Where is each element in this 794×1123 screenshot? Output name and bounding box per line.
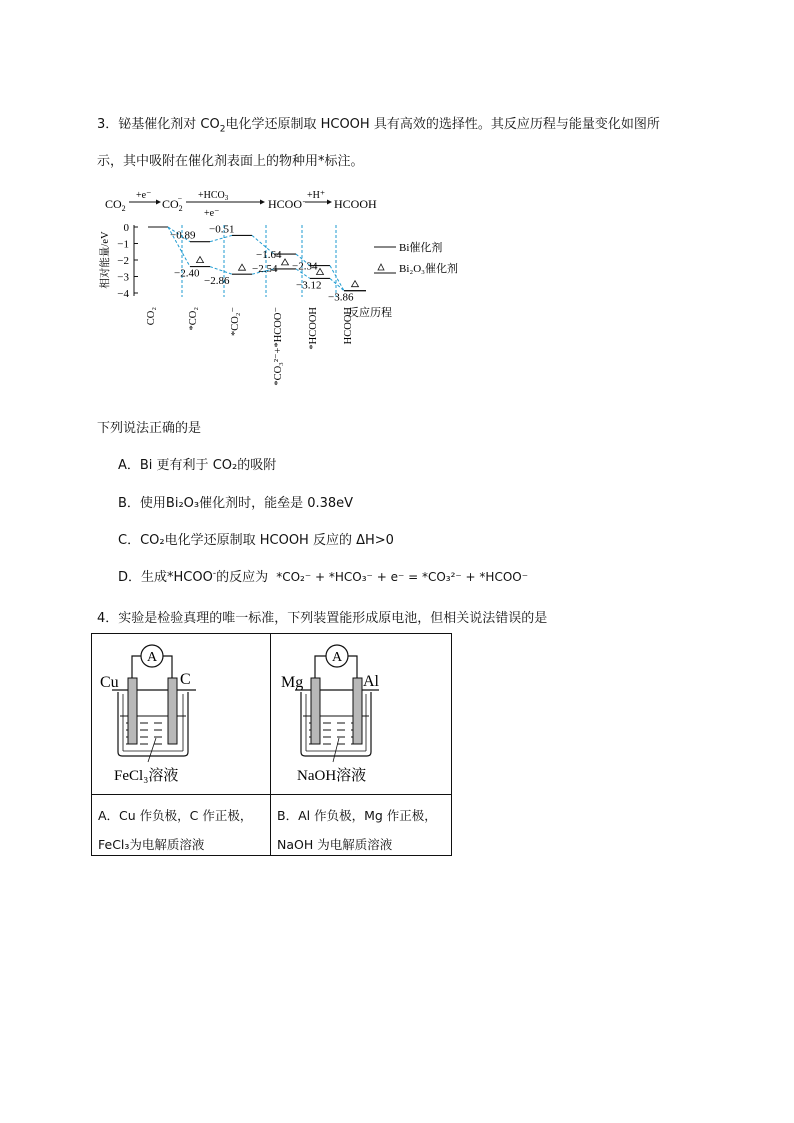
legend-bi2o3-label: Bi₂O₃催化剂 <box>399 263 459 275</box>
x-category-label: HCOOH <box>343 307 354 345</box>
energy-value-label: −0.51 <box>209 223 235 236</box>
reaction-scheme <box>100 185 400 219</box>
y-tick-label: −3 <box>117 271 129 284</box>
cell-b-diagram <box>271 634 451 790</box>
solution-a-label: FeCl₃溶液 <box>114 768 179 784</box>
energy-value-label: −0.89 <box>170 229 196 242</box>
cell-b-caption-line1: B．Al 作负极，Mg 作正极， <box>277 808 437 823</box>
transition-connector <box>330 266 344 291</box>
x-axis-label: 反应历程 <box>348 307 392 319</box>
y-tick-label: 0 <box>123 222 129 234</box>
bi2o3-triangle-marker <box>317 268 324 274</box>
cell-b-caption-line2: NaOH 为电解质溶液 <box>277 837 393 852</box>
energy-value-label: −2.54 <box>252 262 278 275</box>
cell-a-caption[interactable] <box>92 795 271 856</box>
transition-connector <box>210 235 232 241</box>
energy-value-label: −2.34 <box>292 260 318 273</box>
transition-connector <box>210 267 232 275</box>
scheme-hcoo: HCOO⁻ <box>268 197 309 211</box>
scheme-co2: $CO_2$ <box>105 197 126 213</box>
x-category-label: *CO₂ <box>188 307 199 331</box>
q3-prompt: 下列说法正确的是 <box>97 421 202 436</box>
y-tick-label: −4 <box>117 288 129 300</box>
arrow2-label-bottom: +e⁻ <box>204 208 220 219</box>
electrode-al <box>353 678 362 744</box>
energy-profile-chart <box>96 215 476 400</box>
q4-apparatus-table <box>91 633 452 856</box>
electrode-c-label: C <box>180 671 191 688</box>
electrode-cu-label: Cu <box>100 674 119 691</box>
legend-bi-label: Bi催化剂 <box>399 242 443 254</box>
arrow1-label: +e⁻ <box>136 190 152 201</box>
scheme-hcooh: HCOOH <box>334 197 377 211</box>
x-category-label: *CO₃²⁻+*HCOO⁻ <box>273 307 284 386</box>
option-c[interactable]: C．CO₂电化学还原制取 HCOOH 反应的 ΔH>0 <box>118 533 394 548</box>
cell-b-caption[interactable] <box>271 795 452 856</box>
electrode-mg-label: Mg <box>281 674 304 691</box>
cell-b-figure <box>271 634 452 795</box>
option-b[interactable]: B．使用Bi₂O₃催化剂时，能垒是 0.38eV <box>118 496 354 511</box>
option-d-equation: *CO₂⁻ + *HCO₃⁻ + e⁻ = *CO₃²⁻ + *HCOO⁻ <box>276 570 529 584</box>
transition-connector <box>330 278 344 290</box>
y-tick-label: −2 <box>117 255 129 267</box>
q3-stem-line2: 示，其中吸附在催化剂表面上的物种用*标注。 <box>97 154 364 169</box>
energy-value-label: −1.64 <box>256 249 282 262</box>
x-category-label: *CO₂⁻ <box>230 307 241 337</box>
cell-a-diagram <box>92 634 270 790</box>
y-axis-label: 相对能量/eV <box>100 231 111 289</box>
energy-value-label: −2.86 <box>204 275 230 288</box>
energy-value-label: −3.12 <box>296 279 322 292</box>
electrode-al-label: Al <box>363 673 379 690</box>
x-category-label: *HCOOH <box>308 307 319 350</box>
q3-stem-line1: 3．铋基催化剂对 $CO_2$电化学还原制取 HCOOH 具有高效的选择性。其反应历程与能量变化如图所 <box>97 117 660 135</box>
legend-triangle-icon <box>378 264 384 270</box>
x-category-label: CO₂ <box>146 307 157 326</box>
arrow3-label: +H⁺ <box>307 190 326 201</box>
y-tick-label: −1 <box>117 238 129 251</box>
cell-a-figure <box>92 634 271 795</box>
bi2o3-triangle-marker <box>239 264 246 270</box>
q4-stem: 4．实验是检验真理的唯一标准，下列装置能形成原电池，但相关说法错误的是 <box>97 611 548 626</box>
energy-value-label: −2.40 <box>174 267 200 280</box>
bi2o3-triangle-marker <box>352 281 359 287</box>
electrode-cu <box>128 678 137 744</box>
cell-a-caption-line1: A．Cu 作负极，C 作正极， <box>98 808 253 823</box>
arrow2-label-top: $+HCO_3$ <box>198 190 229 202</box>
electrode-mg <box>311 678 320 744</box>
bi2o3-triangle-marker <box>282 259 289 265</box>
option-a[interactable]: A．Bi 更有利于 CO₂的吸附 <box>118 458 277 473</box>
cell-a-caption-line2: FeCl₃为电解质溶液 <box>98 837 205 852</box>
q3-number: 3． <box>97 117 119 132</box>
svg-text:A: A <box>146 650 158 665</box>
scheme-co2-minus: $CO_2-$ <box>162 194 183 213</box>
option-d[interactable]: D．生成*HCOO-的反应为 *CO₂⁻ + *HCO₃⁻ + e⁻ = *CO₃²⁻ + *HCOO⁻ <box>118 568 529 585</box>
svg-text:A: A <box>331 650 343 665</box>
solution-b-label: NaOH溶液 <box>297 768 367 784</box>
bi2o3-triangle-marker <box>197 257 204 263</box>
energy-value-label: −3.86 <box>328 291 354 304</box>
electrode-c <box>168 678 177 744</box>
